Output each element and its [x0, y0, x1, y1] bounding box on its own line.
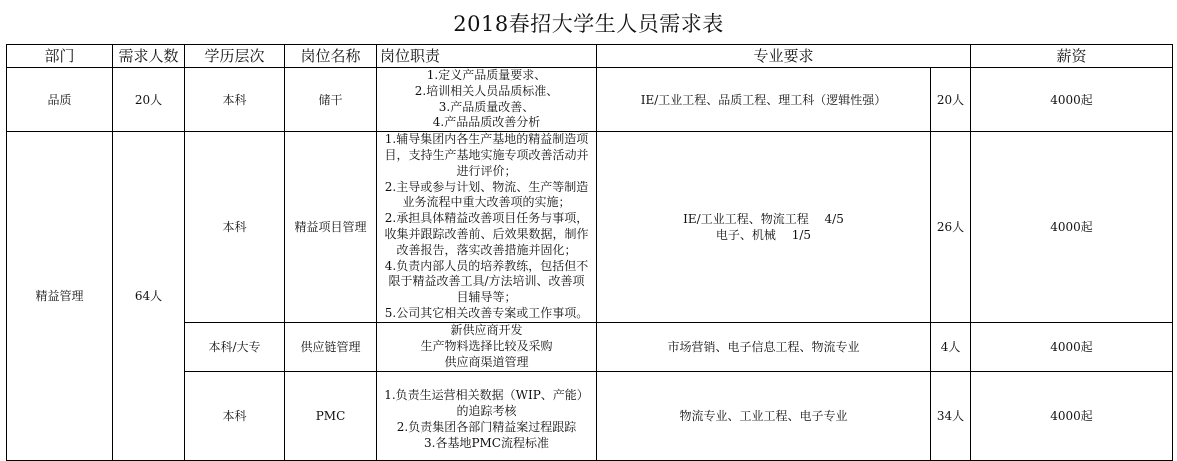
- dept-cell: 品质: [7, 68, 113, 132]
- education-cell: 本科/大专: [185, 322, 285, 371]
- header-duty: 岗位职责: [377, 45, 597, 68]
- duty-cell: [377, 371, 597, 460]
- duty-line: 2.主导或参与计划、物流、生产等制造: [384, 179, 589, 194]
- duty-line: 供应商渠道管理: [444, 354, 529, 369]
- education-cell: 本科: [185, 132, 285, 323]
- requirements-table: [6, 44, 1173, 461]
- salary-cell: 4000起: [971, 68, 1173, 132]
- salary-cell: 4000起: [971, 132, 1173, 323]
- duty-line: 2.培训相关人员品质标准、: [414, 83, 559, 98]
- major-line: 市场营销、电子信息工程、物流专业: [667, 339, 860, 354]
- header-row: [7, 45, 1173, 68]
- count-cell: 34人: [931, 371, 971, 460]
- position-cell: 储干: [285, 68, 377, 132]
- major-cell: [597, 132, 931, 323]
- count-cell: 26人: [931, 132, 971, 323]
- duty-line: 2.负责集团各部门精益案过程跟踪: [396, 419, 577, 434]
- header-major: 专业要求: [597, 45, 971, 68]
- count-cell: 4人: [931, 322, 971, 371]
- duty-line: 限于精益改善工具/方法培训、改善项: [388, 274, 585, 289]
- major-cell: [597, 371, 931, 460]
- duty-line: 4.负责内部人员的培养教练，包括但不: [384, 258, 589, 273]
- header-dept: 部门: [7, 45, 113, 68]
- education-cell: 本科: [185, 371, 285, 460]
- table-row: [7, 68, 1173, 132]
- salary-cell: 4000起: [971, 322, 1173, 371]
- header-position: 岗位名称: [285, 45, 377, 68]
- duty-line: 业务流程中重大改善项的实施；: [402, 195, 571, 210]
- duty-line: 进行评价；: [456, 163, 517, 178]
- major-line: 物流专业、工业工程、电子专业: [679, 408, 848, 423]
- salary-cell: 4000起: [971, 371, 1173, 460]
- page-title: 2018春招大学生人员需求表: [453, 12, 724, 36]
- header-demand: 需求人数: [113, 45, 185, 68]
- duty-line: 1.辅导集团内各生产基地的精益制造项: [384, 132, 589, 147]
- duty-line: 收集并跟踪改善前、后效果数据，制作: [384, 226, 589, 241]
- duty-line: 新供应商开发: [450, 323, 523, 338]
- demand-cell: 64人: [113, 132, 185, 461]
- duty-line: 5.公司其它相关改善专案或工作事项。: [384, 305, 589, 320]
- duty-line: 2.承担具体精益改善项目任务与事项，: [384, 211, 589, 226]
- position-cell: 供应链管理: [285, 322, 377, 371]
- table-row: [7, 132, 1173, 323]
- duty-line: 1.定义产品质量要求、: [426, 68, 547, 82]
- duty-line: 3.各基地PMC流程标准: [424, 435, 549, 450]
- duty-cell: [377, 132, 597, 323]
- dept-cell: 精益管理: [7, 132, 113, 461]
- major-cell: [597, 68, 931, 132]
- count-cell: 20人: [931, 68, 971, 132]
- major-cell: [597, 322, 931, 371]
- position-cell: 精益项目管理: [285, 132, 377, 323]
- position-cell: PMC: [285, 371, 377, 460]
- duty-line: 的追踪考核: [456, 403, 517, 418]
- duty-line: 4.产品品质改善分析: [432, 115, 541, 130]
- duty-line: 改善报告，落实改善措施并固化；: [396, 242, 577, 257]
- duty-line: 目，支持生产基地实施专项改善活动并: [384, 147, 589, 162]
- header-education: 学历层次: [185, 45, 285, 68]
- duty-line: 生产物料选择比较及采购: [420, 338, 553, 353]
- duty-cell: [377, 68, 597, 132]
- major-line: 电子、机械 1/5: [715, 227, 812, 242]
- education-cell: 本科: [185, 68, 285, 132]
- duty-cell: [377, 322, 597, 371]
- major-line: IE/工业工程、品质工程、理工科（逻辑性强）: [640, 92, 887, 107]
- duty-line: 1.负责生运营相关数据（WIP、产能）: [384, 388, 589, 403]
- header-salary: 薪资: [971, 45, 1173, 68]
- duty-line: 目辅导等；: [456, 290, 517, 305]
- major-line: IE/工业工程、物流工程 4/5: [683, 211, 844, 226]
- duty-line: 3.产品质量改善、: [438, 99, 535, 114]
- demand-cell: 20人: [113, 68, 185, 132]
